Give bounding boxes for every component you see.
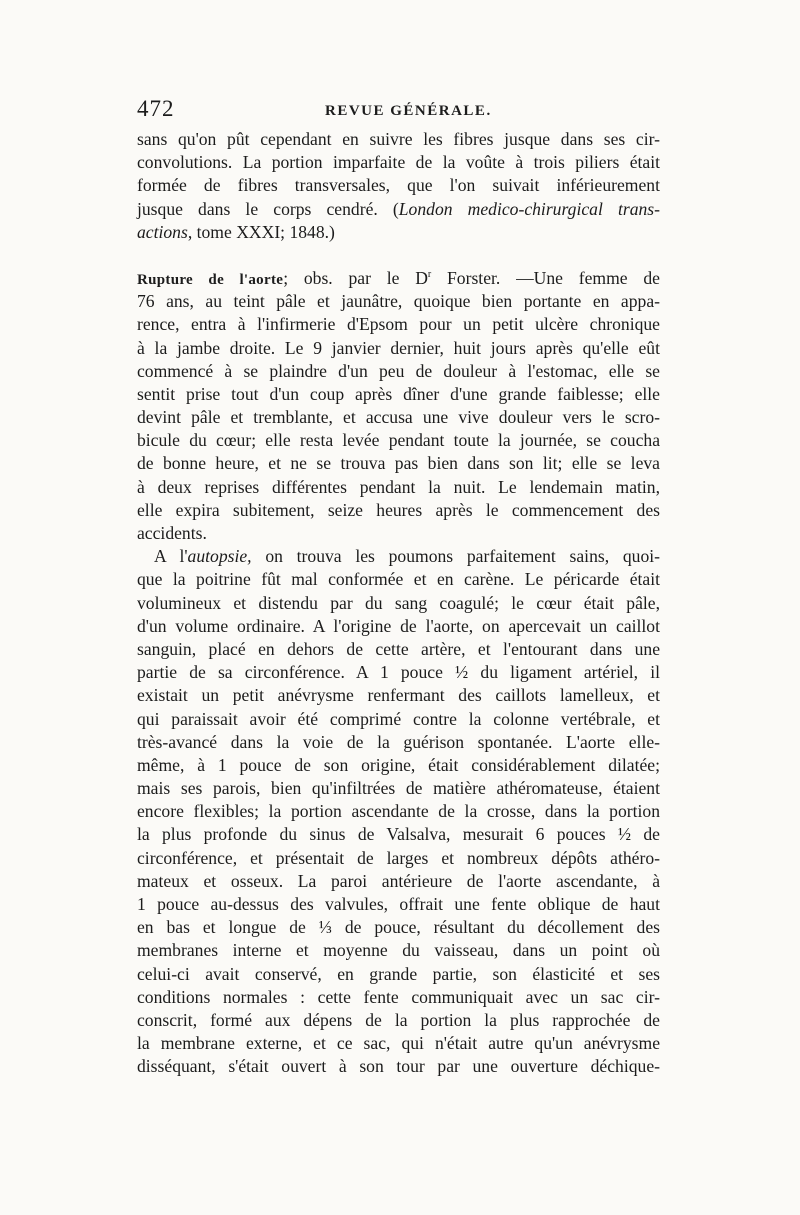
text-fragment: , tome XXXI; 1848.)	[187, 221, 335, 242]
text-line: devint pâle et tremblante, et accusa une vive douleur vers le scro-	[137, 407, 660, 428]
journal-title-cont: actions	[137, 221, 188, 242]
text-line: formée de fibres transversales, que l'on suivait inférieurement	[137, 175, 660, 196]
text-line: à deux reprises différentes pendant la nuit. Le lendemain matin,	[137, 476, 660, 497]
text-line: la plus profonde du sinus de Valsalva, mesurait 6 pouces ½ de	[137, 824, 660, 845]
text-fragment: on trouva les poumons parfaitement sains, quoi-	[251, 546, 660, 567]
text-line: bicule du cœur; elle resta levée pendant toute la journée, se coucha	[137, 430, 660, 451]
text-line: partie de sa circonférence. A 1 pouce ½ du ligament artériel, il	[137, 662, 660, 683]
page-body	[137, 128, 660, 1079]
page-header	[137, 96, 660, 126]
text-line: convolutions. La portion imparfaite de la voûte à trois piliers était	[137, 152, 660, 173]
italic-word: autopsie,	[187, 546, 252, 567]
text-line: en bas et longue de ⅓ de pouce, résultant du décollement des	[137, 917, 660, 938]
text-line: qui paraissait avoir été comprimé contre la colonne vertébrale, et	[137, 708, 660, 729]
superscript: r	[427, 269, 432, 281]
text-line: mateux et osseux. La paroi antérieure de l'aorte ascendante, à	[137, 870, 660, 891]
text-line: sanguin, placé en dehors de cette artère, et l'entourant dans une	[137, 638, 660, 659]
text-line: disséquant, s'était ouvert à son tour par une ouverture déchique-	[137, 1056, 660, 1077]
text-line: la membrane externe, et ce sac, qui n'était autre qu'un anévrysme	[137, 1033, 660, 1054]
text-line: à la jambe droite. Le 9 janvier dernier, huit jours après qu'elle eût	[137, 337, 660, 358]
text-line: elle expira subitement, seize heures après le commencement des	[137, 499, 660, 520]
running-head: REVUE GÉNÉRALE.	[325, 103, 492, 119]
text-line: circonférence, et présentait de larges et nombreux dépôts athéro-	[137, 847, 660, 868]
section-title: Rupture de l'aorte	[137, 271, 284, 288]
text-line: commencé à se plaindre d'un peu de douleur à l'estomac, elle se	[137, 360, 660, 381]
text-line: sentit prise tout d'un coup après dîner d'une grande faiblesse; elle	[137, 383, 660, 404]
text-line	[137, 267, 660, 290]
page-number: 472	[137, 96, 175, 121]
text-line: que la poitrine fût mal conformée et en carène. Le péricarde était	[137, 569, 660, 590]
text-line: mais ses parois, bien qu'infiltrées de matière athéromateuse, étaient	[137, 778, 660, 799]
text-line	[137, 198, 660, 221]
text-fragment: Forster. —Une femme de	[431, 267, 660, 288]
text-line: même, à 1 pouce de son origine, était considérablement dilatée;	[137, 754, 660, 775]
text-line: de bonne heure, et ne se trouva pas bien dans son lit; elle se leva	[137, 453, 660, 474]
text-line: d'un volume ordinaire. A l'origine de l'aorte, on apercevait un caillot	[137, 615, 660, 636]
text-line: sans qu'on pût cependant en suivre les fibres jusque dans ses cir-	[137, 129, 660, 149]
text-line	[137, 221, 660, 244]
text-line: celui-ci avait conservé, en grande partie, son élasticité et ses	[137, 963, 660, 984]
text-line: encore flexibles; la portion ascendante de la crosse, dans la portion	[137, 801, 660, 822]
text-line	[137, 545, 660, 568]
text-line: très-avancé dans la voie de la guérison spontanée. L'aorte elle-	[137, 731, 660, 752]
text-line: membranes interne et moyenne du vaisseau, dans un point où	[137, 940, 660, 961]
text-line: conditions normales : cette fente communiquait avec un sac cir-	[137, 986, 660, 1007]
text-line: volumineux et distendu par du sang coagulé; le cœur était pâle,	[137, 592, 660, 613]
text-line: 76 ans, au teint pâle et jaunâtre, quoique bien portante en appa-	[137, 291, 660, 312]
text-line: accidents.	[137, 523, 207, 543]
text-line: 1 pouce au-dessus des valvules, offrait une fente oblique de haut	[137, 894, 660, 914]
text-fragment: jusque dans le corps cendré. (	[137, 198, 399, 219]
text-fragment: A l'	[154, 546, 188, 567]
text-line: conscrit, formé aux dépens de la portion la plus rapprochée de	[137, 1009, 660, 1030]
text-line: existait un petit anévrysme renfermant des caillots lamelleux, et	[137, 685, 660, 706]
journal-title: London medico-chirurgical trans-	[398, 198, 660, 219]
text-line: rence, entra à l'infirmerie d'Epsom pour un petit ulcère chronique	[137, 314, 660, 335]
text-fragment: ; obs. par le D	[283, 267, 428, 288]
